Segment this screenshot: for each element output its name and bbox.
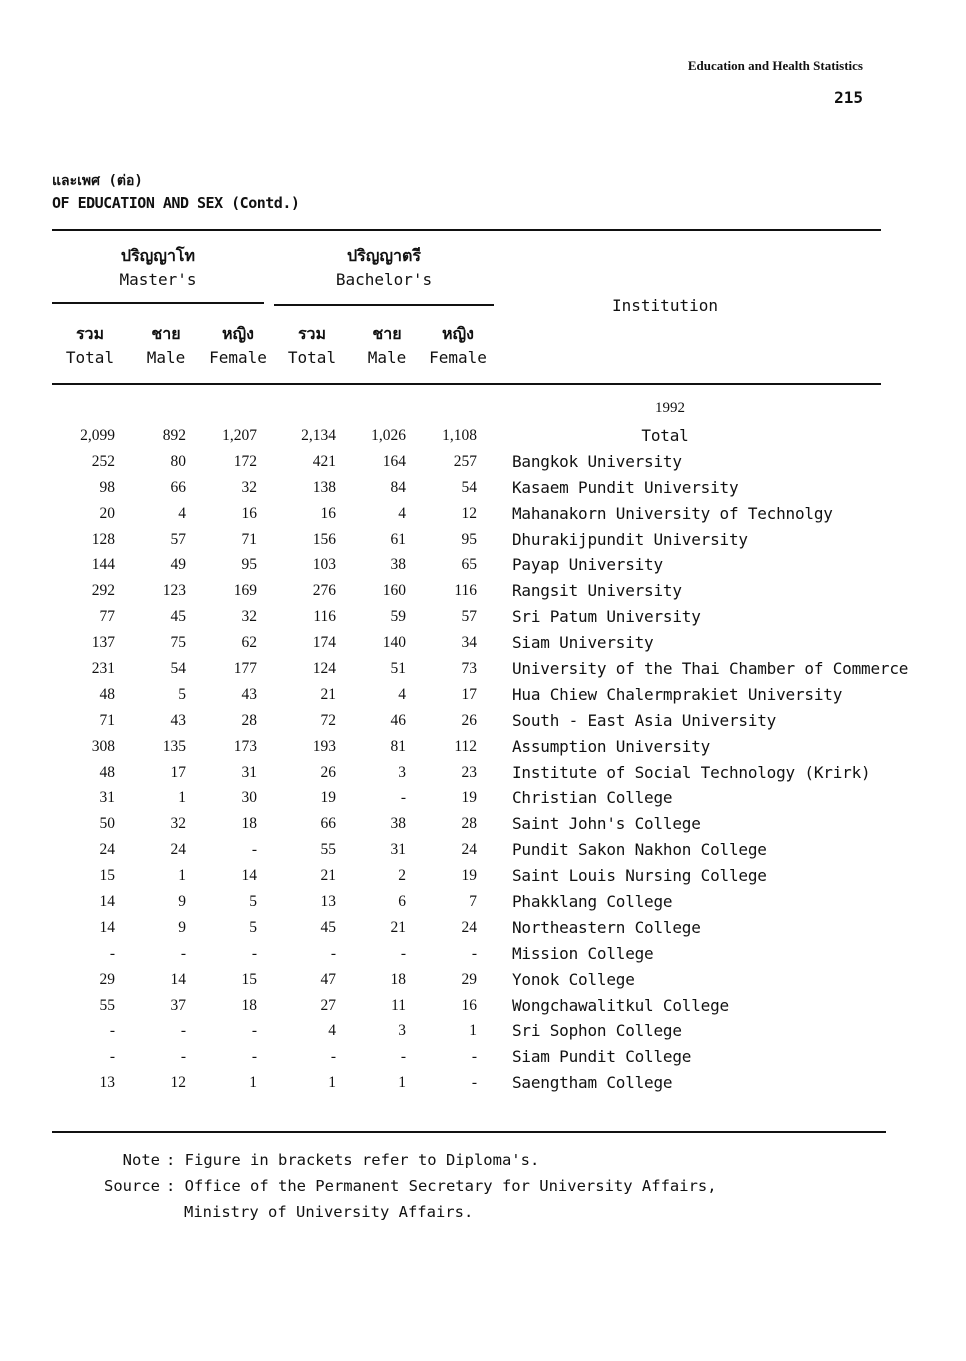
cell-masters-total: 137 <box>91 634 115 652</box>
cell-bachelors-total: 21 <box>320 685 336 703</box>
table-body <box>0 423 966 1096</box>
cell-bachelors-male: 3 <box>398 763 406 781</box>
cell-bachelors-female: - <box>471 1074 477 1092</box>
col-header-thai: ชาย <box>372 324 402 343</box>
cell-bachelors-female: 95 <box>461 530 477 548</box>
cell-bachelors-female: 1 <box>469 1022 477 1040</box>
group-rule-bachelors <box>274 304 494 306</box>
cell-institution: Hua Chiew Chalermprakiet University <box>512 684 843 704</box>
cell-bachelors-total: 138 <box>312 478 336 496</box>
col-header-thai: รวม <box>297 324 327 343</box>
cell-bachelors-female: 34 <box>461 634 477 652</box>
cell-institution: Saint John's College <box>512 814 701 834</box>
cell-masters-male: 12 <box>170 1074 186 1092</box>
col-header-english: Female <box>429 348 487 367</box>
cell-masters-female: 28 <box>241 711 257 729</box>
cell-bachelors-total: 45 <box>320 918 336 936</box>
cell-bachelors-total: 16 <box>320 504 336 522</box>
cell-bachelors-female: 26 <box>461 711 477 729</box>
cell-bachelors-total: 55 <box>320 841 336 859</box>
col-header-masters-male <box>131 322 201 370</box>
cell-bachelors-male: 21 <box>390 918 406 936</box>
cell-bachelors-female: 7 <box>469 893 477 911</box>
cell-bachelors-female: 28 <box>461 815 477 833</box>
cell-masters-female: 32 <box>241 478 257 496</box>
table-row <box>0 578 966 604</box>
table-row <box>0 501 966 527</box>
cell-bachelors-female: 19 <box>461 789 477 807</box>
cell-masters-female: 31 <box>241 763 257 781</box>
table-row <box>0 863 966 889</box>
col-header-thai: ชาย <box>151 324 181 343</box>
top-rule <box>52 229 881 231</box>
cell-bachelors-total: 421 <box>312 452 336 470</box>
cell-bachelors-male: 59 <box>390 608 406 626</box>
cell-masters-male: 49 <box>170 556 186 574</box>
col-header-thai: หญิง <box>222 324 254 343</box>
table-row <box>0 449 966 475</box>
cell-masters-total: 13 <box>99 1074 115 1092</box>
cell-masters-female: - <box>251 1048 257 1066</box>
table-row <box>0 682 966 708</box>
cell-bachelors-male: 2 <box>398 867 406 885</box>
cell-institution: Yonok College <box>512 969 635 989</box>
table-row <box>0 941 966 967</box>
cell-institution: Assumption University <box>512 736 711 756</box>
cell-masters-female: 1,207 <box>222 427 257 444</box>
cell-masters-female: 16 <box>241 504 257 522</box>
cell-bachelors-female: 17 <box>461 685 477 703</box>
cell-masters-total: 252 <box>91 452 115 470</box>
cell-masters-female: 71 <box>241 530 257 548</box>
group-header-bachelors-english: Bachelor's <box>335 270 433 289</box>
cell-institution: Northeastern College <box>512 917 701 937</box>
cell-masters-total: 48 <box>99 685 115 703</box>
table-row <box>0 915 966 941</box>
cell-masters-total: 128 <box>91 530 115 548</box>
table-row <box>0 1044 966 1070</box>
table-row <box>0 734 966 760</box>
header-bottom-rule <box>52 383 881 385</box>
group-rule-masters <box>52 302 264 304</box>
cell-masters-female: 5 <box>249 893 257 911</box>
cell-institution: Sri Patum University <box>512 607 701 627</box>
cell-masters-total: 308 <box>91 737 115 755</box>
cell-masters-female: 5 <box>249 918 257 936</box>
cell-masters-male: 5 <box>178 685 186 703</box>
cell-bachelors-male: 46 <box>390 711 406 729</box>
cell-masters-female: 95 <box>241 556 257 574</box>
cell-masters-male: 17 <box>170 763 186 781</box>
cell-institution: Siam University <box>512 633 654 653</box>
cell-bachelors-male: 3 <box>398 1022 406 1040</box>
source-text-continued: Ministry of University Affairs. <box>184 1203 474 1221</box>
cell-masters-female: 1 <box>249 1074 257 1092</box>
table-row <box>0 811 966 837</box>
cell-bachelors-female: - <box>471 944 477 962</box>
cell-bachelors-male: 1,026 <box>371 427 406 444</box>
cell-masters-female: 18 <box>241 996 257 1014</box>
cell-masters-total: 98 <box>99 478 115 496</box>
cell-bachelors-male: 31 <box>390 841 406 859</box>
cell-masters-male: 1 <box>178 789 186 807</box>
cell-institution: Rangsit University <box>512 581 682 601</box>
cell-bachelors-total: - <box>330 1048 336 1066</box>
cell-institution: University of the Thai Chamber of Commerce <box>512 659 909 679</box>
cell-bachelors-female: 57 <box>461 608 477 626</box>
source-text: : Office of the Permanent Secretary for University Affairs, <box>166 1177 717 1195</box>
table-row <box>0 630 966 656</box>
col-header-bachelors-female <box>423 322 493 370</box>
cell-institution: Siam Pundit College <box>512 1047 692 1067</box>
cell-bachelors-total: 66 <box>320 815 336 833</box>
cell-masters-male: 32 <box>170 815 186 833</box>
cell-institution: Saint Louis Nursing College <box>512 866 767 886</box>
group-header-bachelors <box>274 244 494 292</box>
cell-bachelors-female: 23 <box>461 763 477 781</box>
cell-masters-female: - <box>251 841 257 859</box>
cell-institution: Kasaem Pundit University <box>512 477 739 497</box>
col-header-thai: รวม <box>75 324 105 343</box>
table-row-total <box>0 423 966 449</box>
cell-bachelors-total: 47 <box>320 970 336 988</box>
cell-bachelors-total: 27 <box>320 996 336 1014</box>
cell-masters-total: 77 <box>99 608 115 626</box>
cell-institution: Christian College <box>512 788 673 808</box>
cell-institution: South - East Asia University <box>512 710 777 730</box>
cell-institution: Sri Sophon College <box>512 1021 682 1041</box>
cell-institution: Dhurakijpundit University <box>512 529 748 549</box>
cell-bachelors-total: 2,134 <box>301 427 336 444</box>
cell-bachelors-female: - <box>471 1048 477 1066</box>
cell-masters-total: - <box>109 944 115 962</box>
bottom-rule <box>52 1131 886 1133</box>
cell-institution: Mahanakorn University of Technolgy <box>512 503 833 523</box>
cell-masters-male: 37 <box>170 996 186 1014</box>
col-header-english: Female <box>209 348 267 367</box>
cell-bachelors-male: 81 <box>390 737 406 755</box>
table-title-english: OF EDUCATION AND SEX (Contd.) <box>52 194 300 212</box>
table-row <box>0 889 966 915</box>
cell-masters-total: 14 <box>99 893 115 911</box>
year-label: 1992 <box>655 400 685 416</box>
cell-institution: Bangkok University <box>512 451 682 471</box>
cell-bachelors-female: 65 <box>461 556 477 574</box>
running-head: Education and Health Statistics <box>687 58 863 73</box>
cell-bachelors-female: 24 <box>461 918 477 936</box>
cell-bachelors-male: 1 <box>398 1074 406 1092</box>
cell-masters-female: 43 <box>241 685 257 703</box>
table-title-thai: และเพศ (ต่อ) <box>52 173 143 189</box>
cell-bachelors-male: 61 <box>390 530 406 548</box>
cell-bachelors-total: 276 <box>312 582 336 600</box>
cell-institution: Total <box>641 426 689 445</box>
cell-bachelors-female: 12 <box>461 504 477 522</box>
table-row <box>0 552 966 578</box>
table-row <box>0 708 966 734</box>
col-header-masters-total <box>55 322 125 370</box>
cell-masters-female: 169 <box>233 582 257 600</box>
cell-bachelors-male: 164 <box>382 452 406 470</box>
cell-masters-male: 80 <box>170 452 186 470</box>
col-header-english: Male <box>367 348 407 367</box>
cell-masters-total: 31 <box>99 789 115 807</box>
cell-bachelors-male: 140 <box>382 634 406 652</box>
cell-masters-female: 18 <box>241 815 257 833</box>
col-header-thai: หญิง <box>442 324 474 343</box>
table-row <box>0 785 966 811</box>
cell-bachelors-male: 4 <box>398 685 406 703</box>
cell-bachelors-female: 73 <box>461 660 477 678</box>
table-row <box>0 656 966 682</box>
cell-masters-female: 15 <box>241 970 257 988</box>
cell-masters-male: 4 <box>178 504 186 522</box>
cell-bachelors-total: 21 <box>320 867 336 885</box>
cell-institution: Wongchawalitkul College <box>512 995 729 1015</box>
cell-bachelors-male: 18 <box>390 970 406 988</box>
cell-bachelors-female: 29 <box>461 970 477 988</box>
cell-bachelors-male: 51 <box>390 660 406 678</box>
cell-institution: Mission College <box>512 943 654 963</box>
col-header-masters-female <box>203 322 273 370</box>
group-header-bachelors-thai: ปริญญาตรี <box>347 246 421 265</box>
cell-bachelors-male: 38 <box>390 556 406 574</box>
note-label: Note <box>122 1151 160 1169</box>
cell-bachelors-male: - <box>400 789 406 807</box>
table-row <box>0 837 966 863</box>
cell-bachelors-total: 156 <box>312 530 336 548</box>
cell-masters-male: - <box>180 1022 186 1040</box>
table-row <box>0 475 966 501</box>
cell-masters-total: 292 <box>91 582 115 600</box>
cell-masters-total: 71 <box>99 711 115 729</box>
cell-bachelors-total: 1 <box>328 1074 336 1092</box>
cell-masters-female: 30 <box>241 789 257 807</box>
cell-masters-male: 57 <box>170 530 186 548</box>
cell-masters-male: 75 <box>170 634 186 652</box>
note-text: : Figure in brackets refer to Diploma's. <box>166 1151 540 1169</box>
cell-bachelors-male: - <box>400 944 406 962</box>
cell-masters-female: 62 <box>241 634 257 652</box>
cell-institution: Payap University <box>512 555 663 575</box>
page-number: 215 <box>834 88 863 107</box>
cell-bachelors-total: 4 <box>328 1022 336 1040</box>
cell-bachelors-female: 16 <box>461 996 477 1014</box>
cell-bachelors-female: 19 <box>461 867 477 885</box>
cell-bachelors-female: 116 <box>454 582 477 600</box>
cell-masters-female: 172 <box>233 452 257 470</box>
cell-bachelors-female: 257 <box>453 452 477 470</box>
cell-masters-male: 54 <box>170 660 186 678</box>
cell-masters-total: 48 <box>99 763 115 781</box>
table-row <box>0 993 966 1019</box>
group-header-masters-thai: ปริญญาโท <box>120 246 196 265</box>
group-header-masters <box>52 244 264 292</box>
cell-masters-male: 9 <box>178 893 186 911</box>
cell-bachelors-total: 124 <box>312 660 336 678</box>
cell-bachelors-male: - <box>400 1048 406 1066</box>
table-row <box>0 1070 966 1096</box>
cell-bachelors-total: - <box>330 944 336 962</box>
cell-masters-male: 43 <box>170 711 186 729</box>
cell-masters-total: 29 <box>99 970 115 988</box>
cell-masters-male: 45 <box>170 608 186 626</box>
cell-masters-total: 24 <box>99 841 115 859</box>
cell-bachelors-total: 116 <box>313 608 336 626</box>
cell-masters-male: 66 <box>170 478 186 496</box>
table-row <box>0 527 966 553</box>
cell-masters-female: 177 <box>233 660 257 678</box>
cell-masters-male: 892 <box>162 427 186 444</box>
source-label: Source <box>104 1177 160 1195</box>
col-header-english: Total <box>287 348 337 367</box>
table-row <box>0 760 966 786</box>
col-header-bachelors-total <box>277 322 347 370</box>
cell-masters-male: 24 <box>170 841 186 859</box>
cell-masters-male: 14 <box>170 970 186 988</box>
col-header-english: Male <box>146 348 186 367</box>
cell-bachelors-total: 103 <box>312 556 336 574</box>
cell-bachelors-male: 11 <box>391 996 406 1014</box>
cell-bachelors-male: 38 <box>390 815 406 833</box>
table-row <box>0 967 966 993</box>
cell-institution: Institute of Social Technology (Krirk) <box>512 762 871 782</box>
cell-masters-total: 2,099 <box>80 427 115 444</box>
col-header-bachelors-male <box>352 322 422 370</box>
cell-masters-total: 14 <box>99 918 115 936</box>
cell-masters-female: 32 <box>241 608 257 626</box>
cell-bachelors-male: 160 <box>382 582 406 600</box>
cell-masters-male: - <box>180 1048 186 1066</box>
cell-masters-total: 20 <box>99 504 115 522</box>
cell-institution: Saengtham College <box>512 1073 673 1093</box>
cell-masters-total: - <box>109 1048 115 1066</box>
cell-bachelors-total: 26 <box>320 763 336 781</box>
cell-masters-female: 173 <box>233 737 257 755</box>
cell-masters-total: 15 <box>99 867 115 885</box>
cell-masters-total: - <box>109 1022 115 1040</box>
cell-bachelors-female: 112 <box>454 737 477 755</box>
cell-bachelors-male: 84 <box>390 478 406 496</box>
cell-masters-total: 231 <box>91 660 115 678</box>
cell-bachelors-female: 24 <box>461 841 477 859</box>
table-row <box>0 1018 966 1044</box>
cell-masters-male: - <box>180 944 186 962</box>
cell-masters-male: 123 <box>162 582 186 600</box>
group-header-masters-english: Master's <box>119 270 197 289</box>
cell-masters-female: - <box>251 944 257 962</box>
cell-bachelors-male: 6 <box>398 893 406 911</box>
col-header-english: Total <box>65 348 115 367</box>
cell-bachelors-total: 174 <box>312 634 336 652</box>
cell-bachelors-total: 19 <box>320 789 336 807</box>
table-row <box>0 604 966 630</box>
cell-bachelors-total: 193 <box>312 737 336 755</box>
cell-masters-female: - <box>251 1022 257 1040</box>
cell-masters-female: 14 <box>241 867 257 885</box>
cell-masters-total: 55 <box>99 996 115 1014</box>
cell-masters-total: 144 <box>91 556 115 574</box>
cell-bachelors-female: 54 <box>461 478 477 496</box>
cell-bachelors-female: 1,108 <box>442 427 477 444</box>
cell-masters-total: 50 <box>99 815 115 833</box>
cell-bachelors-total: 13 <box>320 893 336 911</box>
cell-masters-male: 135 <box>162 737 186 755</box>
cell-institution: Pundit Sakon Nakhon College <box>512 840 767 860</box>
cell-bachelors-male: 4 <box>398 504 406 522</box>
cell-institution: Phakklang College <box>512 892 673 912</box>
cell-bachelors-total: 72 <box>320 711 336 729</box>
cell-masters-male: 1 <box>178 867 186 885</box>
institution-header: Institution <box>612 296 718 315</box>
cell-masters-male: 9 <box>178 918 186 936</box>
